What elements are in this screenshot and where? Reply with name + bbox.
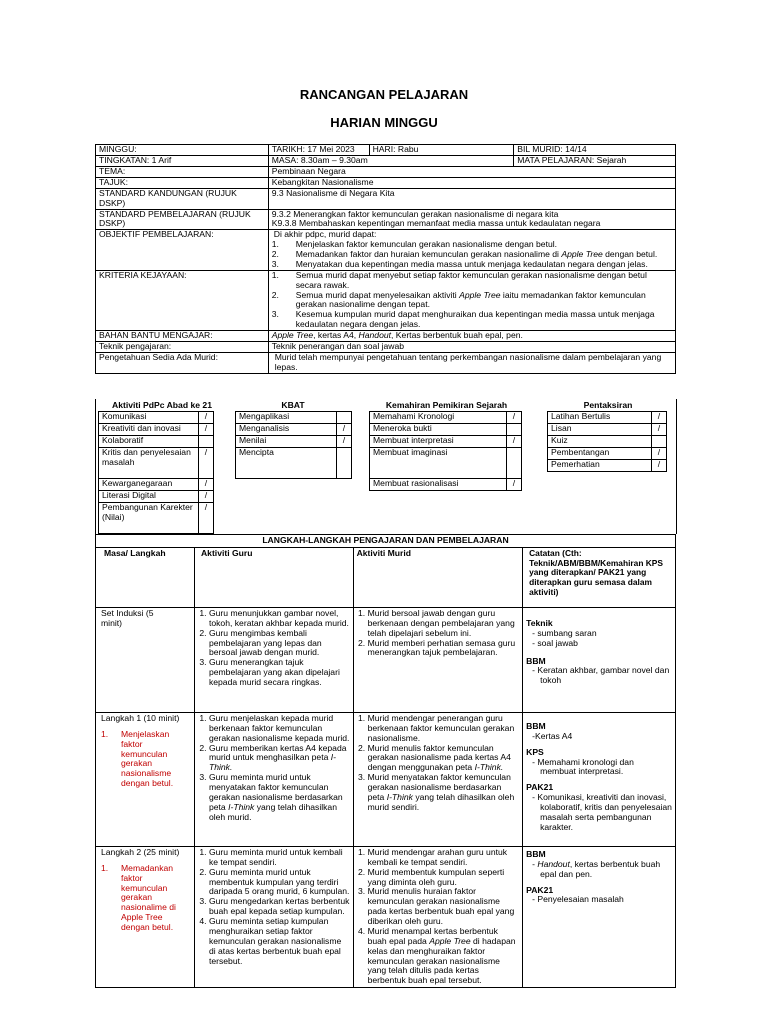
pentaksiran-mark: / (652, 412, 667, 424)
bil-murid-cell: BIL MURID: 14/14 (514, 145, 676, 156)
kbat-item: Mencipta (236, 448, 337, 479)
langkah-1-label: Langkah 1 (10 minit) (101, 712, 180, 723)
kps-item: Membuat rasionalisasi (370, 479, 507, 491)
kps-mark (507, 448, 522, 479)
kk-label: KRITERIA KEJAYAAN: (96, 270, 269, 330)
l2-cat-bbm-item: - Handout, kertas berbentuk buah epal dan pen. (540, 860, 672, 880)
kps-table (369, 411, 522, 491)
col-guru-header: Aktiviti Guru (194, 547, 353, 607)
langkah-2-objective: 1. Memadankan faktor kemunculan gerakan nasionalime di Apple Tree dengan betul. (101, 862, 176, 932)
steps-heading: LANGKAH-LANGKAH PENGAJARAN DAN PEMBELAJARAN (96, 535, 676, 548)
pentaksiran-item: Pemerhatian (548, 460, 652, 472)
set-cat-teknik: Teknik (526, 617, 553, 628)
abad21-item: Literasi Digital (99, 491, 199, 503)
l2-cat-pak: PAK21 (526, 884, 554, 895)
tarikh-cell: TARIKH: 17 Mei 2023 (268, 145, 369, 156)
set-cat-teknik-item: - sumbang saran (540, 629, 672, 639)
l1-guru-cell (194, 712, 353, 846)
kbat-mark (337, 412, 352, 424)
abad21-mark: / (199, 448, 214, 479)
pentaksiran-item: Pembentangan (548, 448, 652, 460)
set-guru-item: 1. Guru menunjukkan gambar novel, tokoh, keratan akhbar kepada murid. (209, 609, 350, 629)
obj-item-1: 1. Menjelaskan faktor kemunculan gerakan nasionalisme dengan betul. (271, 239, 558, 250)
kbat-item: Mengaplikasi (236, 412, 337, 424)
l2-guru-item: 3. Guru mengedarkan kertas berbentuk buah epal kepada setiap kumpulan. (209, 897, 350, 917)
l1-cat-kps-item: - Memahami kronologi dan membuat interpretasi. (540, 758, 672, 778)
l1-cat-bbm: BBM (526, 720, 546, 731)
obj-intro: Di akhir pdpc, murid dapat: (273, 229, 377, 240)
abad21-mark (199, 436, 214, 448)
kps-item: Membuat interpretasi (370, 436, 507, 448)
pentaksiran-heading: Pentaksiran (583, 400, 633, 410)
title-line-2: HARIAN MINGGU (330, 115, 438, 130)
l1-murid-item: 1. Murid mendengar penerangan guru berkenaan faktor kemunculan gerakan nasionalisme. (368, 714, 520, 744)
sp-label: STANDARD PEMBELAJARAN (RUJUK DSKP) (96, 209, 269, 230)
sp-line-2: K9.3.8 Membahaskan kepentingan memanfaat media massa untuk kedaulatan negara (271, 218, 601, 229)
col-murid-header: Aktiviti Murid (353, 547, 523, 607)
kbat-table (235, 411, 352, 479)
set-murid-item: 2. Murid memberi perhatian semasa guru menerangkan tajuk pembelajaran. (368, 639, 520, 659)
kps-mark: / (507, 436, 522, 448)
set-murid-item: 1. Murid bersoal jawab dengan guru berkenaan dengan pembelajaran yang telah dipelajari sebelum ini. (368, 609, 520, 639)
tema-label: TEMA: (96, 167, 269, 178)
teknik-value: Teknik penerangan dan soal jawab (268, 341, 675, 352)
l1-guru-item: 3. Guru meminta murid untuk menyatakan faktor kemunculan gerakan nasionalisme berdasarkan peta I-Think yang telah dihasilkan oleh murid. (209, 773, 350, 822)
sp-line-1: 9.3.2 Menerangkan faktor kemunculan gerakan nasionalisme di negara kita (271, 208, 559, 219)
obj-value (268, 230, 675, 271)
abad21-item: Komunikasi (99, 412, 199, 424)
mata-pelajaran-cell: MATA PELAJARAN: Sejarah (514, 156, 676, 167)
title-line-1: RANCANGAN PELAJARAN (299, 87, 469, 102)
kps-mark: / (507, 412, 522, 424)
steps-table (95, 534, 676, 988)
langkah-2-label: Langkah 2 (25 minit) (101, 846, 180, 857)
pentaksiran-mark: / (652, 448, 667, 460)
l1-cat-pak: PAK21 (526, 782, 554, 793)
obj-label: OBJEKTIF PEMBELAJARAN: (96, 230, 269, 271)
info-table (95, 144, 676, 374)
set-murid-cell (353, 607, 523, 712)
l1-murid-item: 3. Murid menyatakan faktor kemunculan gerakan nasionalisme berdasarkan peta I-Think yang telah dihasilkan oleh murid sendiri. (368, 773, 520, 813)
abad21-item: Kreativiti dan inovasi (99, 424, 199, 436)
obj-item-3: 3. Menyatakan dua kepentingan media massa untuk menjaga kedaulatan negara dengan jelas. (271, 258, 648, 269)
kbat-item: Menilai (236, 436, 337, 448)
sp-value (268, 209, 675, 230)
abad21-item: Kolaboratif (99, 436, 199, 448)
tema-value: Pembinaan Negara (268, 167, 675, 178)
col-masa-header: Masa/ Langkah (96, 547, 195, 607)
abad21-item: Pembangunan Karekter (Nilai) (99, 503, 199, 534)
l1-cat-pak-item: - Komunikasi, kreativiti dan inovasi, kolaboratif, kritis dan penyelesaian masalah serta pembangunan karakter. (540, 793, 672, 833)
tingkatan-cell: TINGKATAN: 1 Arif (96, 156, 269, 167)
sk-value: 9.3 Nasionalisme di Negara Kita (268, 188, 675, 209)
abad21-mark: / (199, 479, 214, 491)
tajuk-label: TAJUK: (96, 177, 269, 188)
kbat-mark: / (337, 424, 352, 436)
kk-item-1: 1. Semua murid dapat menyebut setiap faktor kemunculan gerakan nasionalisme dengan betul secara rawak. (271, 269, 647, 290)
bbm-label: BAHAN BANTU MENGAJAR: (96, 331, 269, 342)
pentaksiran-item: Latihan Bertulis (548, 412, 652, 424)
set-guru-cell (194, 607, 353, 712)
l1-murid-item: 2. Murid menulis faktor kemunculan gerakan nasionalisme pada kertas A4 dengan menggunakan peta I-Think. (368, 744, 520, 774)
l1-cat-kps: KPS (526, 746, 544, 757)
psam-label: Pengetahuan Sedia Ada Murid: (96, 352, 269, 373)
abad21-mark: / (199, 503, 214, 534)
l2-guru-cell (194, 846, 353, 987)
langkah-2-cell (96, 846, 195, 987)
hari-cell: HARI: Rabu (369, 145, 514, 156)
l2-murid-item: 2. Murid membentuk kumpulan seperti yang diminta oleh guru. (368, 868, 520, 888)
kbat-mark: / (337, 436, 352, 448)
abad21-mark: / (199, 412, 214, 424)
set-cat-teknik-item: - soal jawab (540, 639, 672, 649)
pentaksiran-item: Lisan (548, 424, 652, 436)
sk-label: STANDARD KANDUNGAN (RUJUK DSKP) (96, 188, 269, 209)
l2-guru-item: 1. Guru meminta murid untuk kembali ke tempat sendiri. (209, 848, 350, 868)
l2-murid-item: 4. Murid menampal kertas berbentuk buah epal pada Apple Tree di hadapan kelas dan menghuraikan faktor kemunculan gerakan nasionalisme yang telah ditulis pada kertas berbentuk buah epal tersebut. (368, 927, 520, 986)
set-guru-item: 3. Guru menerangkan tajuk pembelajaran yang akan dipelajari kepada murid secara ringkas. (209, 658, 350, 688)
set-cat-bbm: BBM (526, 655, 546, 666)
abad21-item: Kritis dan penyelesaian masalah (99, 448, 199, 479)
set-catatan-cell (523, 607, 676, 712)
kk-item-3: 3. Kesemua kumpulan murid dapat menghuraikan dua kepentingan media massa untuk menjaga kedaulatan negara dengan jelas. (271, 309, 655, 330)
kps-item: Membuat imaginasi (370, 448, 507, 479)
pentaksiran-mark (652, 436, 667, 448)
kk-item-2: 2. Semua murid dapat menyelesaikan aktiviti Apple Tree iaitu memadankan faktor kemunculan gerakan nasionalime dengan tepat. (271, 289, 646, 310)
langkah-1-objective: 1. Menjelaskan faktor kemunculan gerakan nasionalisme dengan betul. (101, 728, 174, 789)
col-catatan-header: Catatan (Cth: Teknik/ABM/BBM/Kemahiran KPS yang diterapkan/ PAK21 yang diterapkan guru semasa dalam aktiviti) (523, 547, 676, 607)
kps-mark (507, 424, 522, 436)
l2-catatan-cell (523, 846, 676, 987)
kps-heading: Kemahiran Pemikiran Sejarah (385, 400, 508, 410)
obj-item-2: 2. Memadankan faktor dan huraian kemunculan gerakan nasionalime di Apple Tree dengan betul. (271, 249, 658, 259)
pentaksiran-table (547, 411, 667, 472)
kbat-item: Menganalisis (236, 424, 337, 436)
set-induksi-label: Set Induksi (5 minit) (96, 607, 195, 712)
kps-item: Meneroka bukti (370, 424, 507, 436)
kbat-heading: KBAT (281, 400, 305, 410)
minggu-cell: MINGGU: (96, 145, 269, 156)
l2-cat-pak-item: - Penyelesaian masalah (540, 895, 672, 905)
l2-murid-item: 3. Murid menulis huraian faktor kemunculan gerakan nasionalisme pada kertas berbentuk buah epal yang diberikan oleh guru. (368, 887, 520, 927)
set-cat-bbm-item: - Keratan akhbar, gambar novel dan tokoh (540, 666, 672, 686)
abad21-heading: Aktiviti PdPc Abad ke 21 (112, 400, 212, 410)
teknik-label: Teknik pengajaran: (96, 341, 269, 352)
kbat-mark (337, 448, 352, 479)
l1-cat-bbm-item: -Kertas A4 (532, 730, 573, 741)
abad21-table (98, 411, 214, 534)
bbm-value: Apple Tree, kertas A4, Handout, Kertas berbentuk buah epal, pen. (268, 331, 675, 342)
kk-value (268, 270, 675, 330)
l2-guru-item: 4. Guru meminta setiap kumpulan menghuraikan setiap faktor kemunculan gerakan nasionalisme di atas kertas berbentuk buah epal tersebut. (209, 917, 350, 966)
tajuk-value: Kebangkitan Nasionalisme (268, 177, 675, 188)
kps-item: Memahami Kronologi (370, 412, 507, 424)
langkah-1-cell (96, 712, 195, 846)
l2-murid-item: 1. Murid mendengar arahan guru untuk kembali ke tempat sendiri. (368, 848, 520, 868)
l2-murid-cell (353, 846, 523, 987)
l2-cat-bbm: BBM (526, 848, 546, 859)
l1-guru-item: 2. Guru memberikan kertas A4 kepada murid untuk menghasilkan peta I-Think. (209, 744, 350, 774)
abad21-mark: / (199, 424, 214, 436)
masa-cell: MASA: 8.30am – 9.30am (268, 156, 514, 167)
kps-mark: / (507, 479, 522, 491)
set-guru-item: 2. Guru mengimbas kembali pembelajaran yang lepas dan bersoal jawab dengan murid. (209, 629, 350, 659)
abad21-mark: / (199, 491, 214, 503)
l1-catatan-cell (523, 712, 676, 846)
pentaksiran-item: Kuiz (548, 436, 652, 448)
l1-murid-cell (353, 712, 523, 846)
abad21-item: Kewarganegaraan (99, 479, 199, 491)
l2-guru-item: 2. Guru meminta murid untuk membentuk kumpulan yang terdiri daripada 5 orang murid, 6 kumpulan. (209, 868, 350, 898)
psam-value: Murid telah mempunyai pengetahuan tentang perkembangan nasionalisme dalam pembelajaran yang lepas. (268, 352, 675, 373)
l1-guru-item: 1. Guru menjelaskan kepada murid berkenaan faktor kemunculan gerakan nasionalisme kepada murid. (209, 714, 350, 744)
pentaksiran-mark: / (652, 424, 667, 436)
pentaksiran-mark: / (652, 460, 667, 472)
